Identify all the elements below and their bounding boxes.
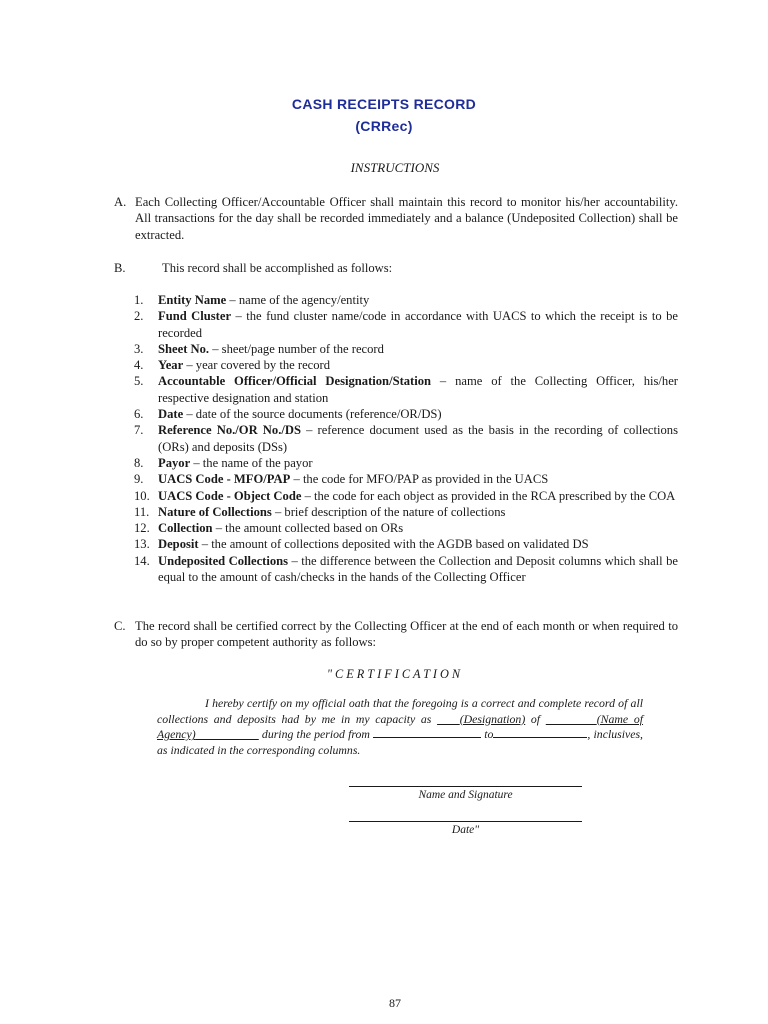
period-to-blank [493,727,587,738]
page-title: CASH RECEIPTS RECORD [291,96,477,112]
item-number: 12. [134,521,150,536]
section-c-text: The record shall be certified correct by the Collecting Officer at the end of each month or when required to do so by proper competent authority as follows: [135,619,678,650]
name-and-signature-label: Name and Signature [418,789,513,801]
certification-part3: during the period from [258,727,374,742]
item-number: 14. [134,553,150,568]
certification-part4: to [481,727,494,742]
item-number: 8. [134,455,144,470]
section-b [114,260,678,276]
section-b-marker: B. [114,261,126,275]
item-number: 3. [134,341,144,356]
item-number: 1. [134,293,144,307]
item-description: – the amount collected based on ORs [212,521,404,536]
instruction-item [134,536,678,552]
item-description: – the name of the payor [190,455,313,470]
item-description: – sheet/page number of the record [209,341,384,356]
item-term: Year [158,358,184,373]
item-term: Sheet No. [158,341,210,356]
item-number: 2. [134,309,144,324]
item-term: Nature of Collections [158,504,272,519]
item-description: – date of the source documents (reference/OR/DS) [183,407,442,422]
section-a [114,194,678,243]
item-number: 11. [134,504,150,519]
date-line [349,821,582,822]
item-number: 10. [134,488,150,503]
item-description: – the amount of collections deposited with the AGDB based on validated DS [198,537,589,552]
section-c-marker: C. [114,619,126,633]
item-description: – year covered by the record [183,358,331,373]
item-term: Date [158,407,184,422]
item-number: 9. [134,472,144,487]
signature-line [349,786,582,787]
certification-part5: , inclusives, as indicated in the corresponding columns. [157,727,643,757]
item-term: UACS Code - Object Code [158,488,302,503]
item-term: Reference No./OR No./DS [158,423,301,438]
item-term: Fund Cluster [158,309,232,324]
instruction-item [134,553,678,586]
section-a-text: Each Collecting Officer/Accountable Officer shall maintain this record to monitor his/her accountability. All transactions for the day shall be recorded immediately and a balance (Undeposited Collection) shall be extracted. [135,195,678,242]
item-description: – brief description of the nature of collections [271,504,506,519]
section-a-marker: A. [114,195,127,209]
instructions-heading: INSTRUCTIONS [350,160,440,175]
item-term: Collection [158,521,213,536]
instruction-item [134,308,678,341]
item-term: Undeposited Collections [158,553,289,568]
item-description: – reference document used as the basis in the recording of collections (ORs) and deposits (DSs) [158,423,679,454]
item-number: 7. [134,423,144,438]
certification-part1: I hereby certify on my official oath that the foregoing is a correct and complete record of all collections and deposits had by me in my capacity as [157,696,643,726]
item-description: – name of the agency/entity [226,293,370,307]
instruction-item [134,488,678,504]
instruction-item [134,471,678,487]
instruction-item [134,373,678,406]
designation-field: (Designation) [459,711,526,726]
item-term: Deposit [158,537,199,552]
instruction-item [134,422,678,455]
item-term: Payor [158,455,191,470]
certification-heading: "CERTIFICATION [326,667,464,681]
instruction-item [134,504,678,520]
item-term: UACS Code - MFO/PAP [158,472,291,487]
item-number: 6. [134,407,144,422]
item-description: – the fund cluster name/code in accordance with UACS to which the receipt is to be recorded [158,309,678,340]
item-description: – the code for MFO/PAP as provided in the UACS [290,472,549,487]
page-number: 87 [389,996,401,1010]
instruction-item [134,455,678,471]
item-number: 5. [134,374,144,389]
item-term: Accountable Officer/Official Designation/Station [158,374,432,389]
instruction-item [134,520,678,536]
instruction-item [134,341,678,357]
date-label: Date" [451,824,480,836]
item-description: – the code for each object as provided in the RCA prescribed by the COA [301,488,676,503]
certification-part2: of [525,711,546,726]
section-b-text: This record shall be accomplished as follows: [162,261,393,275]
instruction-item [134,406,678,422]
item-description: – the difference between the Collection and Deposit columns which shall be equal to the amount of cash/checks in the hands of the Collecting Officer [158,553,678,585]
item-term: Entity Name [158,293,227,307]
instruction-item [134,292,678,308]
item-number: 4. [134,358,144,373]
item-number: 13. [134,537,150,552]
agency-field: (Name of Agency) [157,711,644,742]
page-title-abbreviation: (CRRec) [355,118,413,134]
certification-text [157,696,643,758]
period-from-blank [373,727,481,738]
section-c [114,618,678,651]
instruction-item [134,357,678,373]
item-description: – name of the Collecting Officer, his/her respective designation and station [158,374,679,405]
instruction-items-list [134,292,678,585]
